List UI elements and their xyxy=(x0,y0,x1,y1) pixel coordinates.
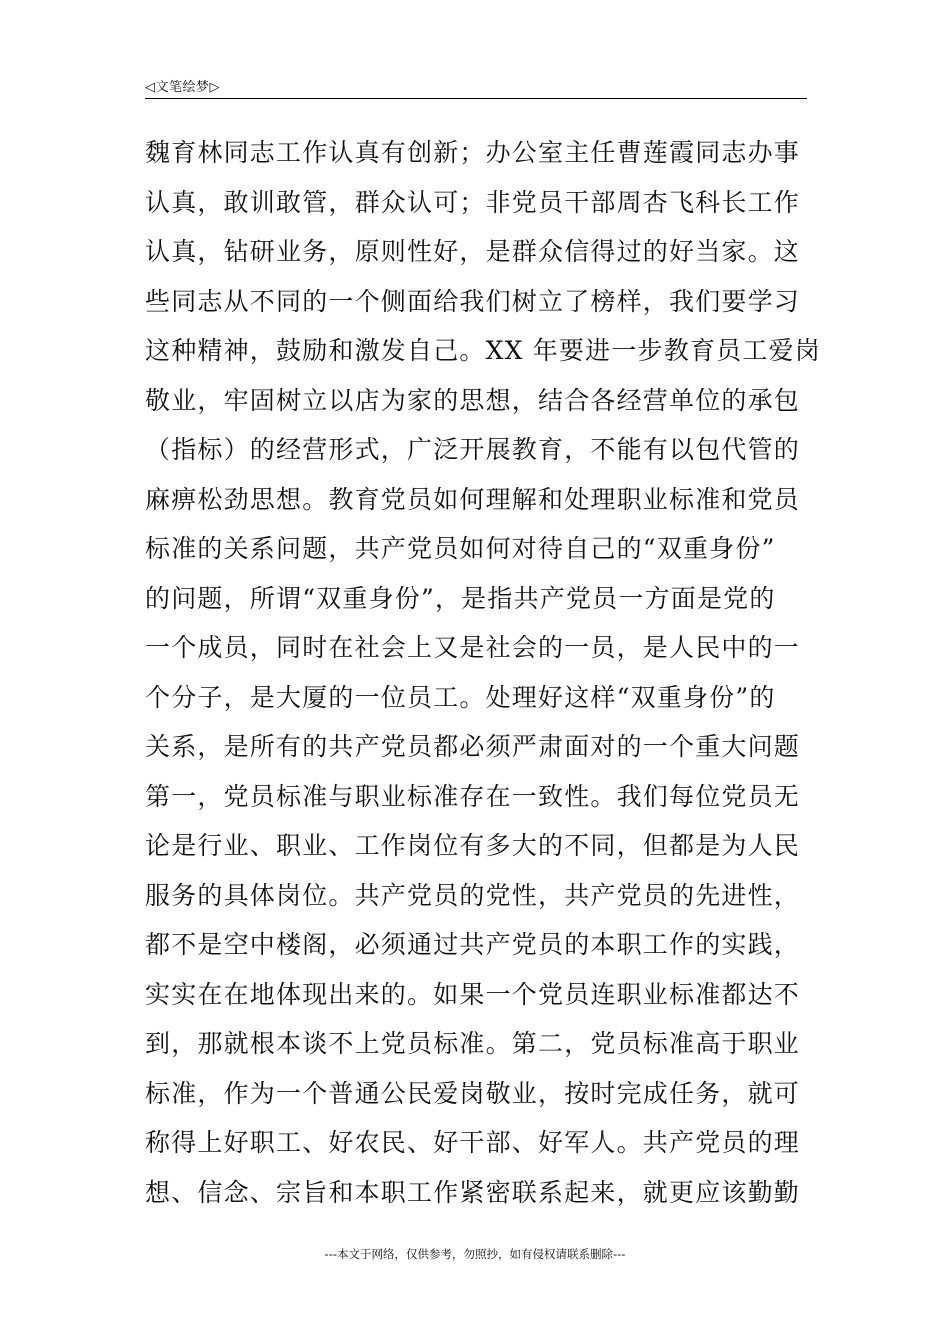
text-line: （指标）的经营形式，广泛开展教育，不能有以包代管的 xyxy=(145,435,801,464)
page-footer: ---本文于网络，仅供参考，勿照抄，如有侵权请联系删除--- xyxy=(324,1247,626,1261)
text-line: 关系，是所有的共产党员都必须严肃面对的一个重大问题 xyxy=(145,732,801,761)
text-line: 标准，作为一个普通公民爱岗敬业，按时完成任务，就可 xyxy=(145,1078,801,1108)
text-line: 都不是空中楼阁，必须通过共产党员的本职工作的实践， xyxy=(145,930,801,959)
text-line: 第一，党员标准与职业标准存在一致性。我们每位党员无 xyxy=(145,781,801,811)
text-line: 的问题，所谓“双重身份”，是指共产党员一方面是党的 xyxy=(145,583,776,613)
text-line: 服务的具体岗位。共产党员的党性，共产党员的先进性， xyxy=(145,880,801,910)
text-line: 认真，钻研业务，原则性好，是群众信得过的好当家。这 xyxy=(145,237,801,266)
header-title: ◁文笔绘梦▷ xyxy=(145,80,220,95)
text-line: 这种精神，鼓励和激发自己。XX 年要进一步教育员工爱岗 xyxy=(145,336,821,365)
text-line: 标准的关系问题，共产党员如何对待自己的“双重身份” xyxy=(145,534,776,563)
text-line: 到，那就根本谈不上党员标准。第二，党员标准高于职业 xyxy=(145,1029,801,1058)
text-line: 称得上好职工、好农民、好干部、好军人。共产党员的理 xyxy=(145,1128,801,1157)
text-line: 些同志从不同的一个侧面给我们树立了榜样，我们要学习 xyxy=(145,286,801,316)
text-line: 认真，敢训敢管，群众认可；非党员干部周杏飞科长工作 xyxy=(145,187,801,217)
text-line: 想、信念、宗旨和本职工作紧密联系起来，就更应该勤勤 xyxy=(145,1177,801,1207)
text-line: 魏育林同志工作认真有创新；办公室主任曹莲霞同志办事 xyxy=(145,138,801,167)
text-line: 麻痹松劲思想。教育党员如何理解和处理职业标准和党员 xyxy=(145,484,801,514)
text-line: 个分子，是大厦的一位员工。处理好这样“双重身份”的 xyxy=(145,682,776,712)
page-header xyxy=(145,74,807,99)
document-body xyxy=(145,128,821,1217)
text-line: 一个成员，同时在社会上又是社会的一员，是人民中的一 xyxy=(145,633,801,662)
text-line: 论是行业、职业、工作岗位有多大的不同，但都是为人民 xyxy=(145,831,801,860)
text-line: 实实在在地体现出来的。如果一个党员连职业标准都达不 xyxy=(145,979,801,1009)
text-line: 敬业，牢固树立以店为家的思想，结合各经营单位的承包 xyxy=(145,385,801,415)
